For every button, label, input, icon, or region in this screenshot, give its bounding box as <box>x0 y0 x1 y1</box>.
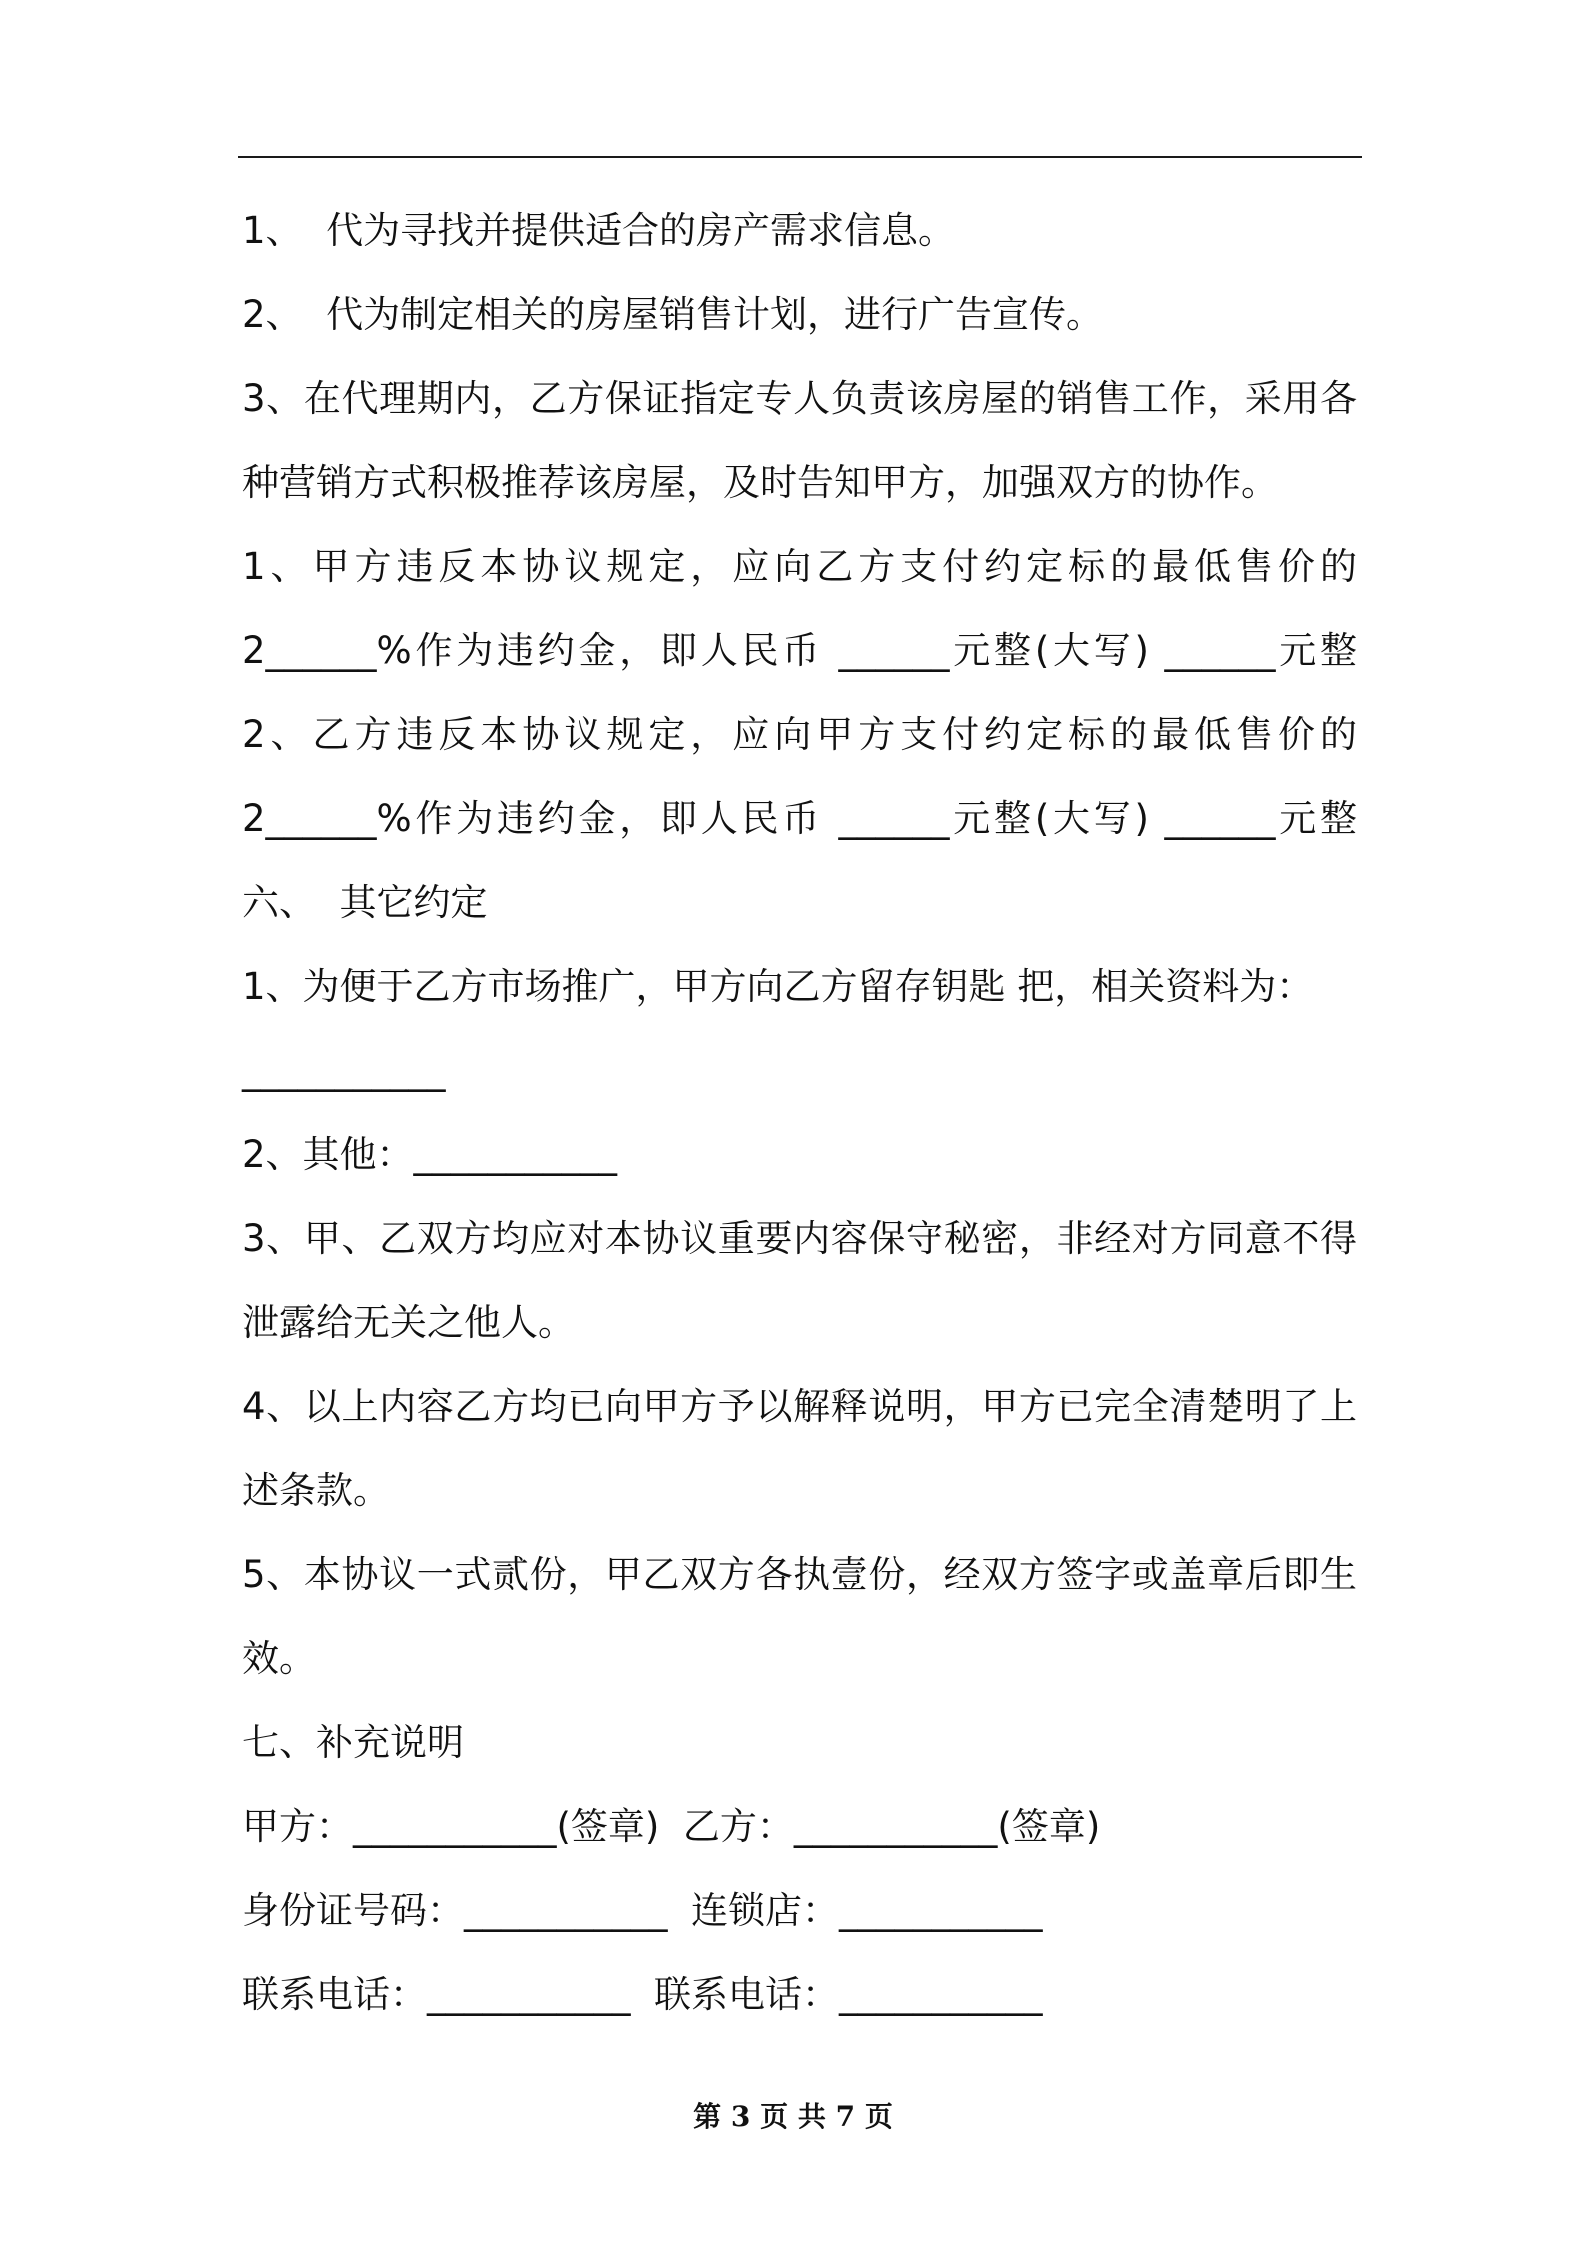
penalty-clause-2-line-2: 2______%作为违约金，即人民币 ______元整(大写) ______元整 <box>242 797 1357 840</box>
other-term-5-line-1: 5、本协议一式贰份，甲乙双方各执壹份，经双方签字或盖章后即生 <box>242 1553 1357 1596</box>
section-heading-other-terms: 六、 其它约定 <box>242 881 488 924</box>
penalty-clause-1-line-1: 1、甲方违反本协议规定，应向乙方支付约定标的最低售价的 <box>242 545 1357 588</box>
service-item-1: 1、 代为寻找并提供适合的房产需求信息。 <box>242 209 956 252</box>
page-number: 第 3 页 共 7 页 <box>693 2100 893 2133</box>
signature-line-id-store: 身份证号码：___________ 连锁店：___________ <box>242 1889 1043 1932</box>
penalty-clause-2-line-1: 2、乙方违反本协议规定，应向甲方支付约定标的最低售价的 <box>242 713 1357 756</box>
other-term-5-line-2: 效。 <box>242 1637 316 1680</box>
service-item-3-line-2: 种营销方式积极推荐该房屋，及时告知甲方，加强双方的协作。 <box>242 461 1278 504</box>
other-term-3-line-2: 泄露给无关之他人。 <box>242 1301 575 1344</box>
other-term-4-line-2: 述条款。 <box>242 1469 390 1512</box>
signature-line-phones: 联系电话：___________ 联系电话：___________ <box>242 1973 1043 2016</box>
other-term-1-blank: ___________ <box>242 1049 446 1092</box>
other-term-1-line-1: 1、为便于乙方市场推广，甲方向乙方留存钥匙 把，相关资料为： <box>242 965 1314 1008</box>
service-item-3-line-1: 3、在代理期内，乙方保证指定专人负责该房屋的销售工作，采用各 <box>242 377 1357 420</box>
service-item-2: 2、 代为制定相关的房屋销售计划，进行广告宣传。 <box>242 293 1104 336</box>
other-term-2: 2、其他：___________ <box>242 1133 618 1176</box>
penalty-clause-1-line-2: 2______%作为违约金，即人民币 ______元整(大写) ______元整 <box>242 629 1357 672</box>
signature-line-parties: 甲方：___________(签章) 乙方：___________(签章) <box>242 1805 1101 1848</box>
document-body <box>242 196 1372 2044</box>
header-rule <box>238 156 1362 158</box>
other-term-3-line-1: 3、甲、乙双方均应对本协议重要内容保守秘密，非经对方同意不得 <box>242 1217 1357 1260</box>
other-term-4-line-1: 4、以上内容乙方均已向甲方予以解释说明，甲方已完全清楚明了上 <box>242 1385 1357 1428</box>
section-heading-supplement: 七、补充说明 <box>242 1721 464 1764</box>
